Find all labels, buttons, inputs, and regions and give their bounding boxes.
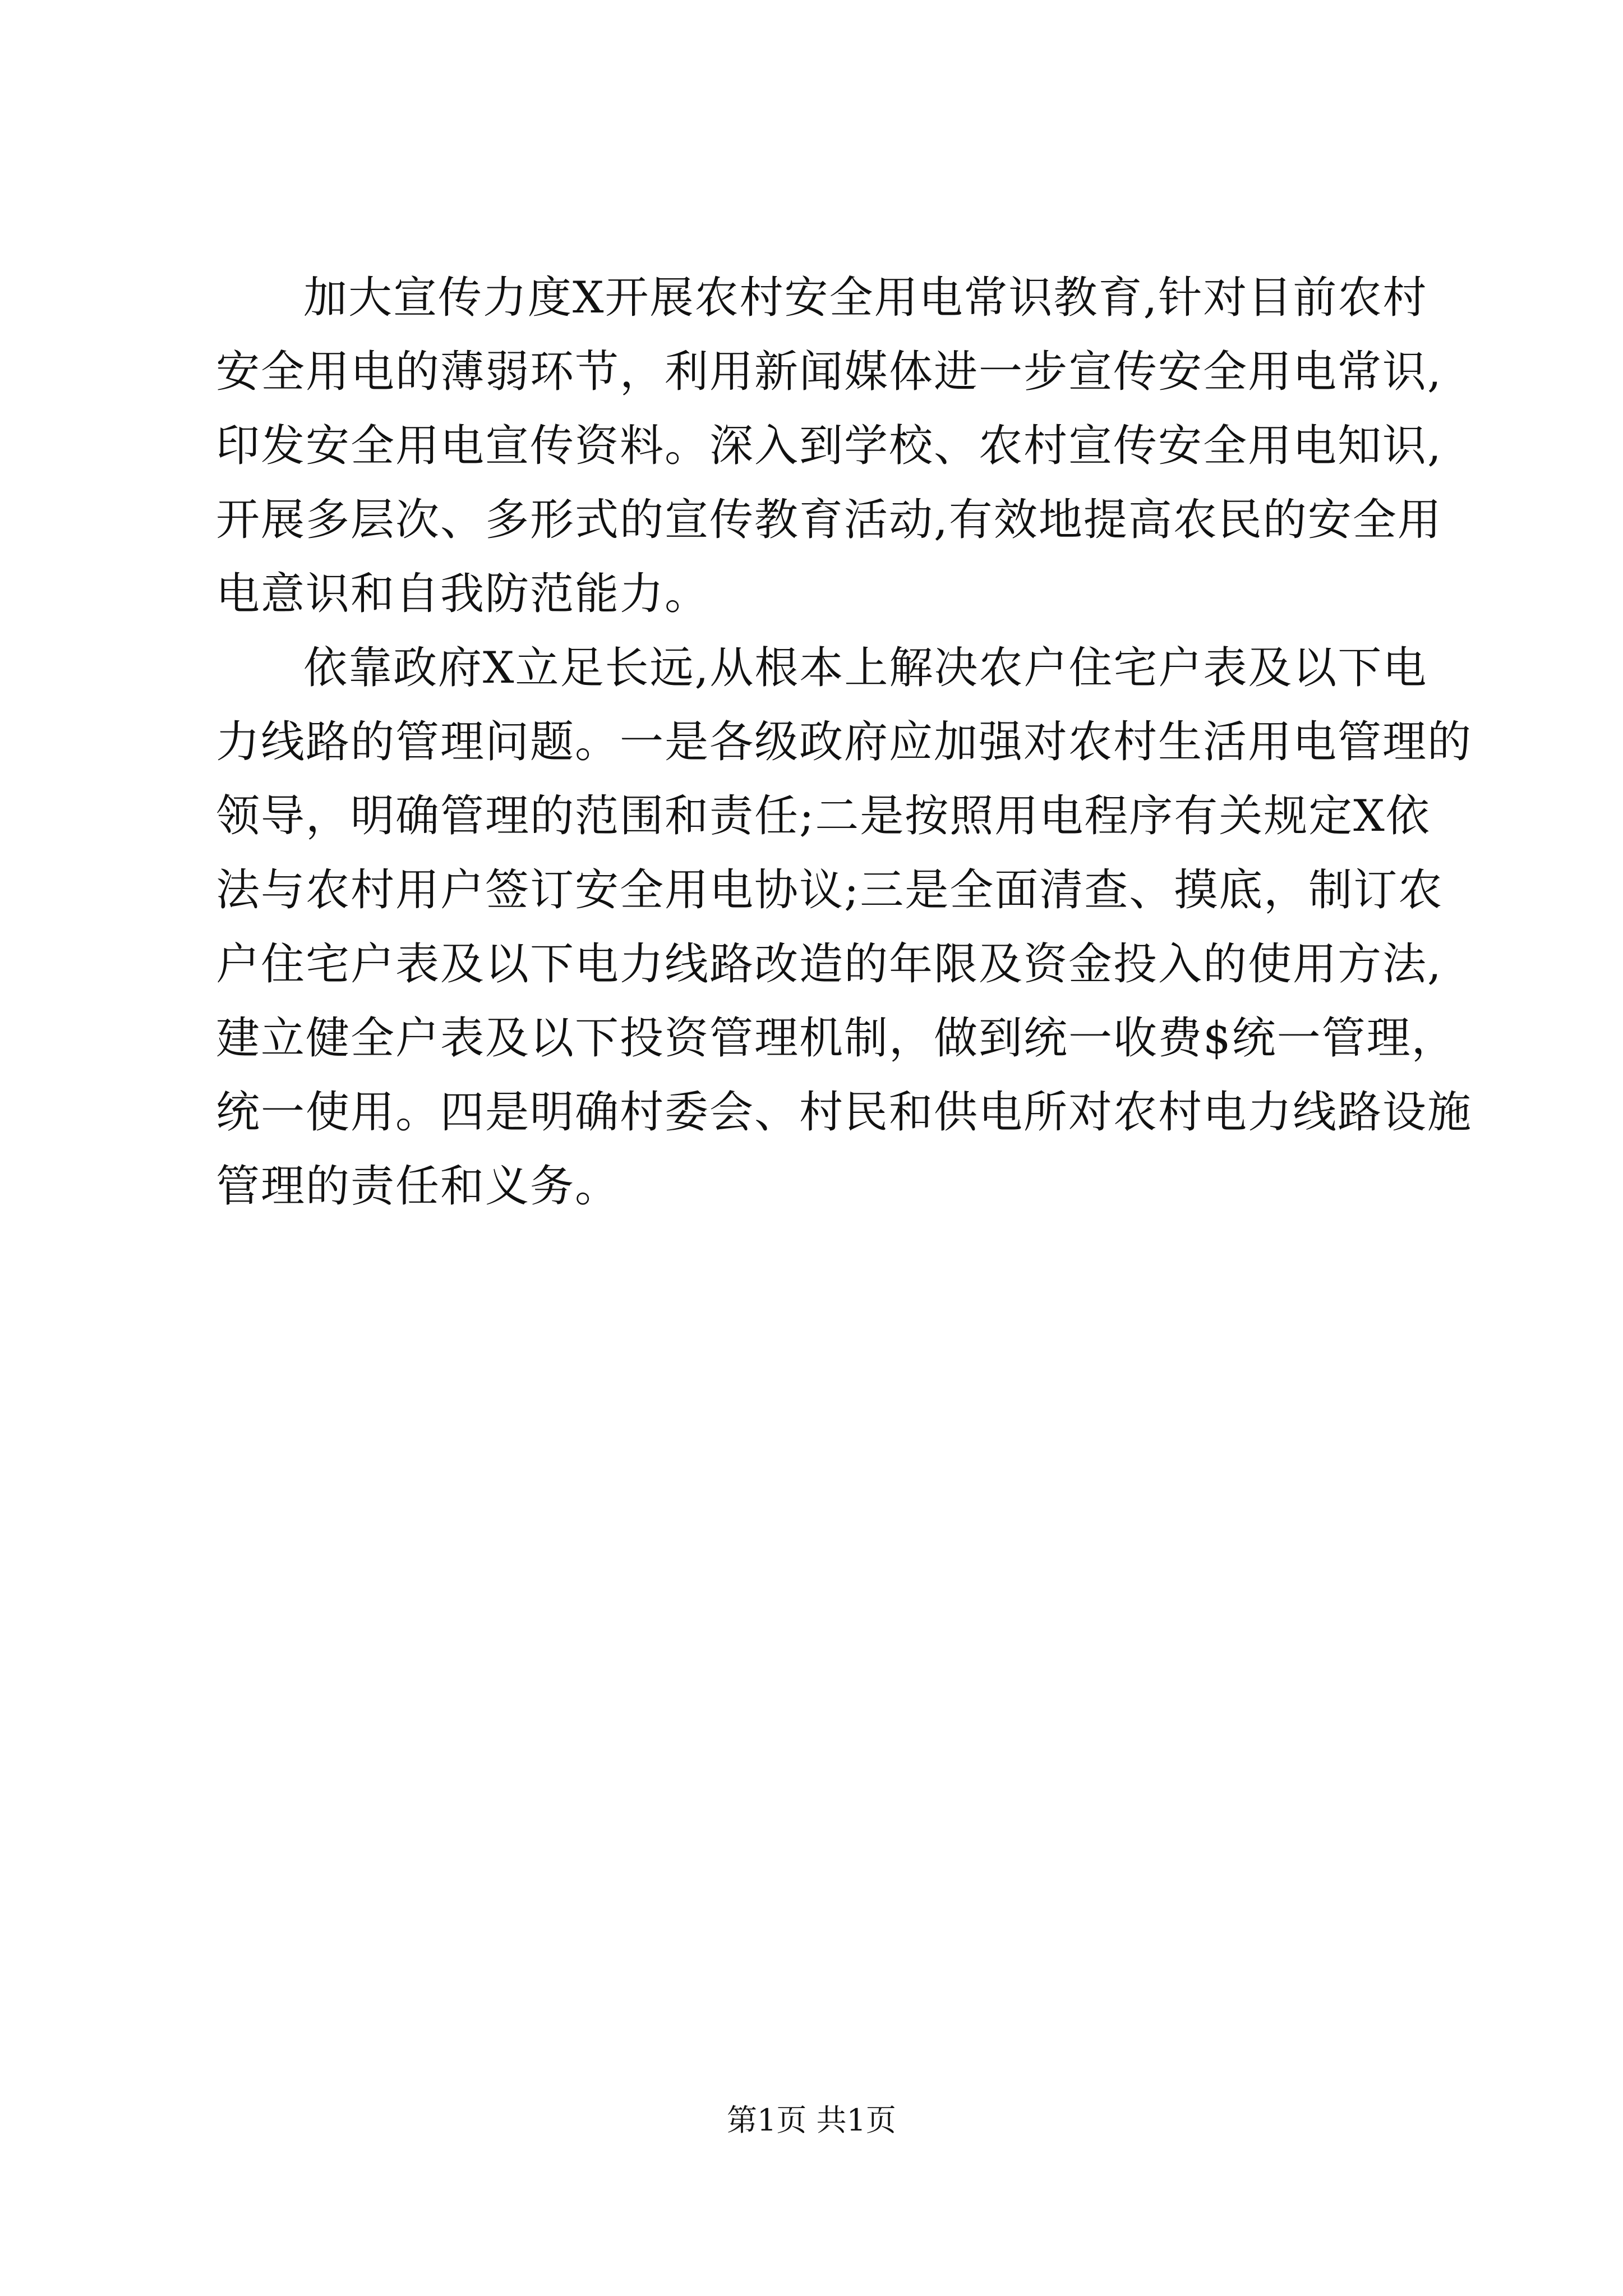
paragraph-line: 印发安全用电宣传资料。深入到学校、农村宣传安全用电知识, bbox=[216, 421, 1442, 471]
paragraph-line: 管理的责任和义务。 bbox=[216, 1161, 620, 1212]
paragraph-line: 统一使用。四是明确村委会、村民和供电所对农村电力线路设施 bbox=[216, 1087, 1473, 1138]
document-body bbox=[216, 261, 1473, 1223]
paragraph-line: 领导，明确管理的范围和责任;二是按照用电程序有关规定X依 bbox=[216, 791, 1431, 841]
paragraph-line: 依靠政府X立足长远,从根本上解决农户住宅户表及以下电 bbox=[303, 643, 1428, 693]
paragraph-line: 建立健全户表及以下投资管理机制，做到统一收费$统一管理， bbox=[216, 1013, 1456, 1064]
paragraph-line: 开展多层次、多形式的宣传教育活动,有效地提高农民的安全用 bbox=[216, 495, 1442, 545]
paragraph-line: 力线路的管理问题。一是各级政府应加强对农村生活用电管理的 bbox=[216, 717, 1473, 767]
paragraph-line: 法与农村用户签订安全用电协议;三是全面清查、摸底，制订农 bbox=[216, 865, 1444, 915]
paragraph-line: 电意识和自我防范能力。 bbox=[216, 569, 710, 619]
paragraph-1 bbox=[216, 261, 1442, 631]
paragraph-line: 安全用电的薄弱环节，利用新闻媒体进一步宣传安全用电常识, bbox=[216, 347, 1442, 397]
paragraph-line: 户住宅户表及以下电力线路改造的年限及资金投入的使用方法, bbox=[216, 939, 1442, 990]
paragraph-line: 加大宣传力度X开展农村安全用电常识教育,针对目前农村 bbox=[303, 273, 1428, 323]
page-number-footer: 第1页 共1页 bbox=[727, 2102, 896, 2138]
paragraph-2 bbox=[216, 631, 1473, 1223]
